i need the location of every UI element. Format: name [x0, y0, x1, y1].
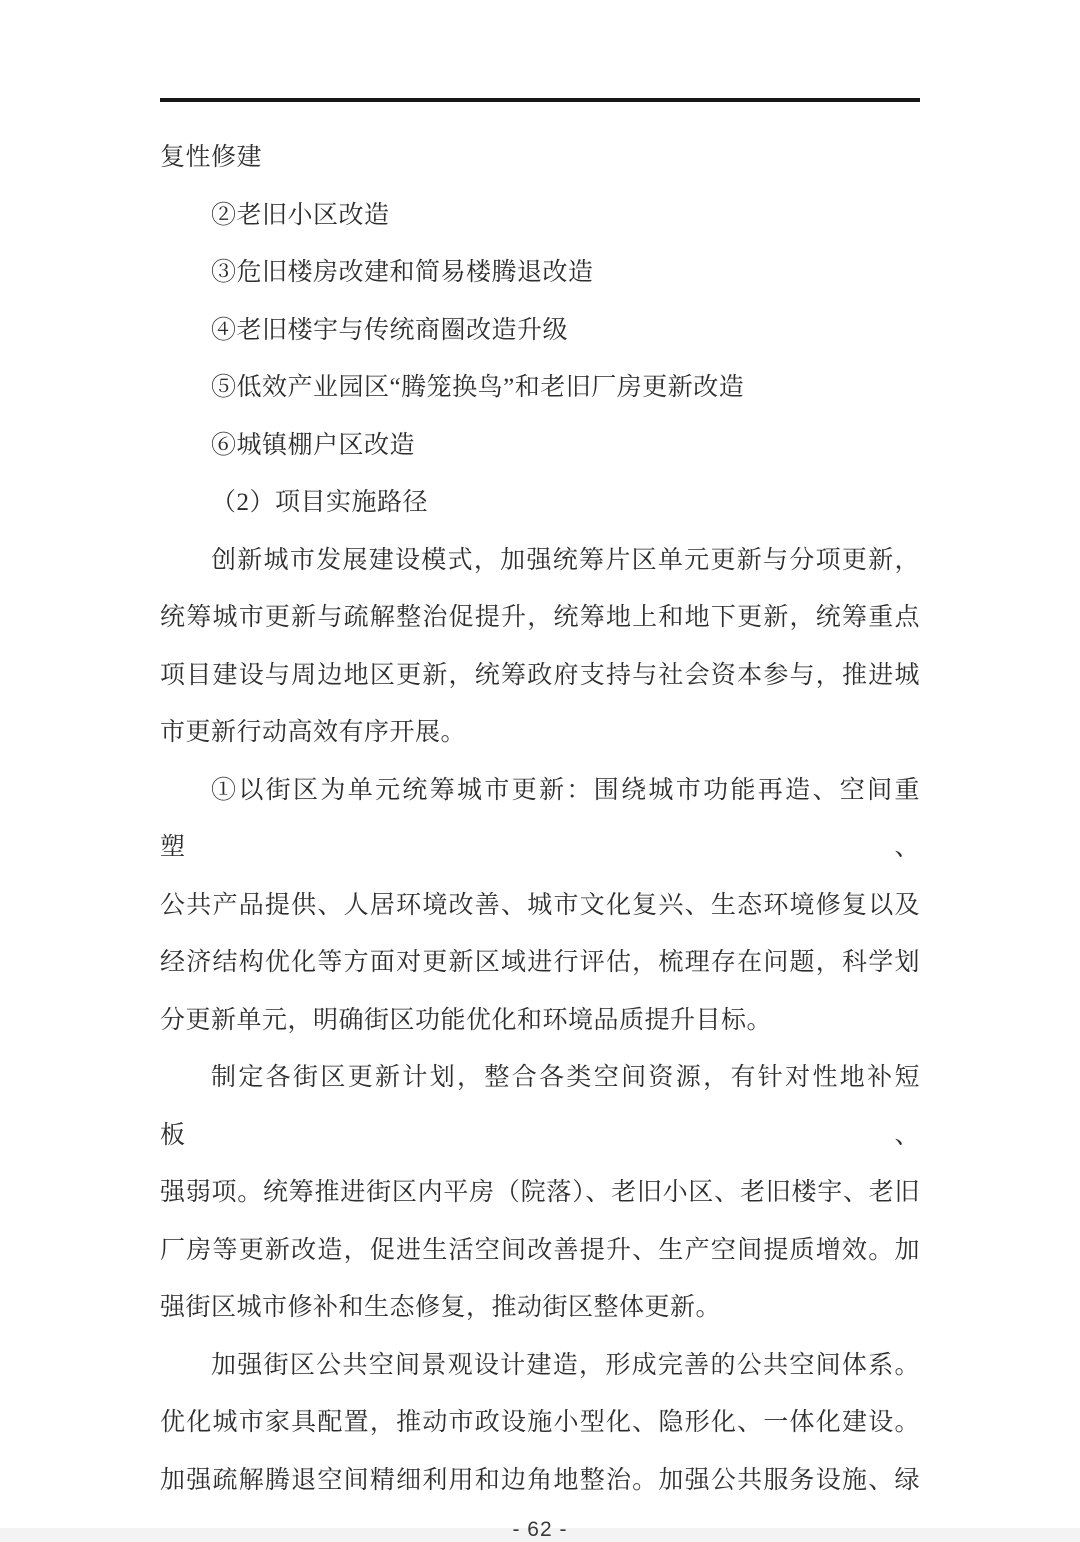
- paragraph-line: 公共产品提供、人居环境改善、城市文化复兴、生态环境修复以及: [160, 891, 920, 919]
- paragraph-line: 统筹城市更新与疏解整治促提升，统筹地上和地下更新，统筹重点: [160, 604, 920, 631]
- continuation-line: 复性修建: [160, 144, 263, 171]
- paragraph-line: 加强疏解腾退空间精细利用和边角地整治。加强公共服务设施、绿: [160, 1466, 920, 1494]
- paragraph-line: 加强街区公共空间景观设计建造，形成完善的公共空间体系。: [211, 1351, 920, 1379]
- paragraph-line: 项目建设与周边地区更新，统筹政府支持与社会资本参与，推进城: [160, 661, 920, 689]
- page-body-text: [160, 129, 920, 1509]
- paragraph-line: 厂房等更新改造，促进生活空间改善提升、生产空间提质增效。加: [160, 1236, 920, 1264]
- paragraph-line: 强弱项。统筹推进街区内平房（院落）、老旧小区、老旧楼宇、老旧: [160, 1179, 920, 1206]
- list-item: ⑥城镇棚户区改造: [211, 431, 416, 459]
- paragraph-line: ①以街区为单元统筹城市更新：围绕城市功能再造、空间重塑、: [160, 776, 920, 861]
- list-item: ②老旧小区改造: [211, 201, 390, 229]
- paragraph-line: 分更新单元，明确街区功能优化和环境品质提升目标。: [160, 1006, 773, 1034]
- section-heading: （2）项目实施路径: [211, 489, 429, 516]
- paragraph-line: 强街区城市修补和生态修复，推动街区整体更新。: [160, 1294, 722, 1321]
- list-item: ④老旧楼宇与传统商圈改造升级: [211, 316, 569, 344]
- paragraph-line: 经济结构优化等方面对更新区域进行评估，梳理存在问题，科学划: [160, 949, 920, 976]
- paragraph-line: 制定各街区更新计划，整合各类空间资源，有针对性地补短板、: [160, 1064, 920, 1149]
- header-rule: [160, 98, 920, 102]
- paragraph-line: 优化城市家具配置，推动市政设施小型化、隐形化、一体化建设。: [160, 1409, 920, 1436]
- list-item: ⑤低效产业园区“腾笼换鸟”和老旧厂房更新改造: [211, 374, 745, 401]
- page-number: - 62 -: [512, 1518, 568, 1541]
- list-item: ③危旧楼房改建和简易楼腾退改造: [211, 259, 594, 286]
- paragraph-line: 创新城市发展建设模式，加强统筹片区单元更新与分项更新，: [211, 546, 920, 574]
- paragraph-line: 市更新行动高效有序开展。: [160, 719, 467, 746]
